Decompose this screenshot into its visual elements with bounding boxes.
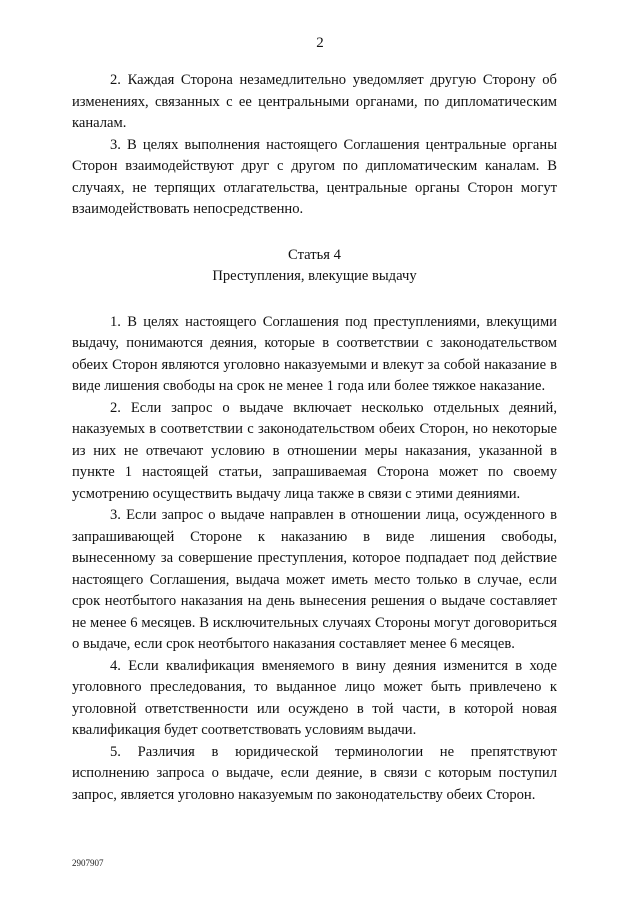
document-code: 2907907 <box>72 858 104 868</box>
paragraph-3: 3. В целях выполнения настоящего Соглашения центральные органы Сторон взаимодействуют друг с другом по дипломатическим каналам. В случаях, не терпящих отлагательства, центральные органы Сторон могут взаимодействовать непосредственно. <box>72 136 557 217</box>
article-4-paragraph-2: 2. Если запрос о выдаче включает несколько отдельных деяний, наказуемых в соответствии с законодательством обеих Сторон, но некоторые из них не отвечают условию в отношении меры наказания, указанной в пункте 1 настоящей статьи, запрашиваемая Сторона может по своему усмотрению осуществить выдачу лица также в связи с этими деяниями. <box>72 399 557 502</box>
page-content <box>72 70 557 806</box>
article-4-paragraph-5: 5. Различия в юридической терминологии не препятствуют исполнению запроса о выдаче, если деяние, в связи с которым поступил запрос, является уголовно наказуемым по законодательству обеих Сторон. <box>72 743 557 803</box>
article-4-paragraph-4: 4. Если квалификация вменяемого в вину деяния изменится в ходе уголовного преследования, то выданное лицо может быть привлечено к уголовной ответственности или осуждено в той части, в которой новая квалификация будет соответствовать условиям выдачи. <box>72 657 557 738</box>
article-4-paragraph-3: 3. Если запрос о выдаче направлен в отношении лица, осужденного в запрашивающей Стороне к наказанию в виде лишения свободы, вынесенному за совершение преступления, которое подпадает под действие настоящего Соглашения, выдача может иметь место только в случае, если срок неотбытого наказания на день вынесения решения о выдаче составляет не менее 6 месяцев. В исключительных случаях Стороны могут договориться о выдаче, если срок неотбытого наказания составляет менее 6 месяцев. <box>72 507 557 652</box>
article-title: Преступления, влекущие выдачу <box>212 268 417 284</box>
article-heading: Статья 4 <box>288 246 341 263</box>
article-4-heading-block <box>72 245 557 288</box>
article-4-paragraph-1: 1. В целях настоящего Соглашения под преступлениями, влекущими выдачу, понимаются деяния, которые в соответствии с законодательством обеих Сторон являются уголовно наказуемыми и влекут за собой наказание в виде лишения свободы на срок не менее 1 года или более тяжкое наказание. <box>72 313 557 394</box>
paragraph-2: 2. Каждая Сторона незамедлительно уведомляет другую Сторону об изменениях, связанных с ее центральными органами, по дипломатическим каналам. <box>72 72 557 131</box>
page-number: 2 <box>316 35 324 51</box>
